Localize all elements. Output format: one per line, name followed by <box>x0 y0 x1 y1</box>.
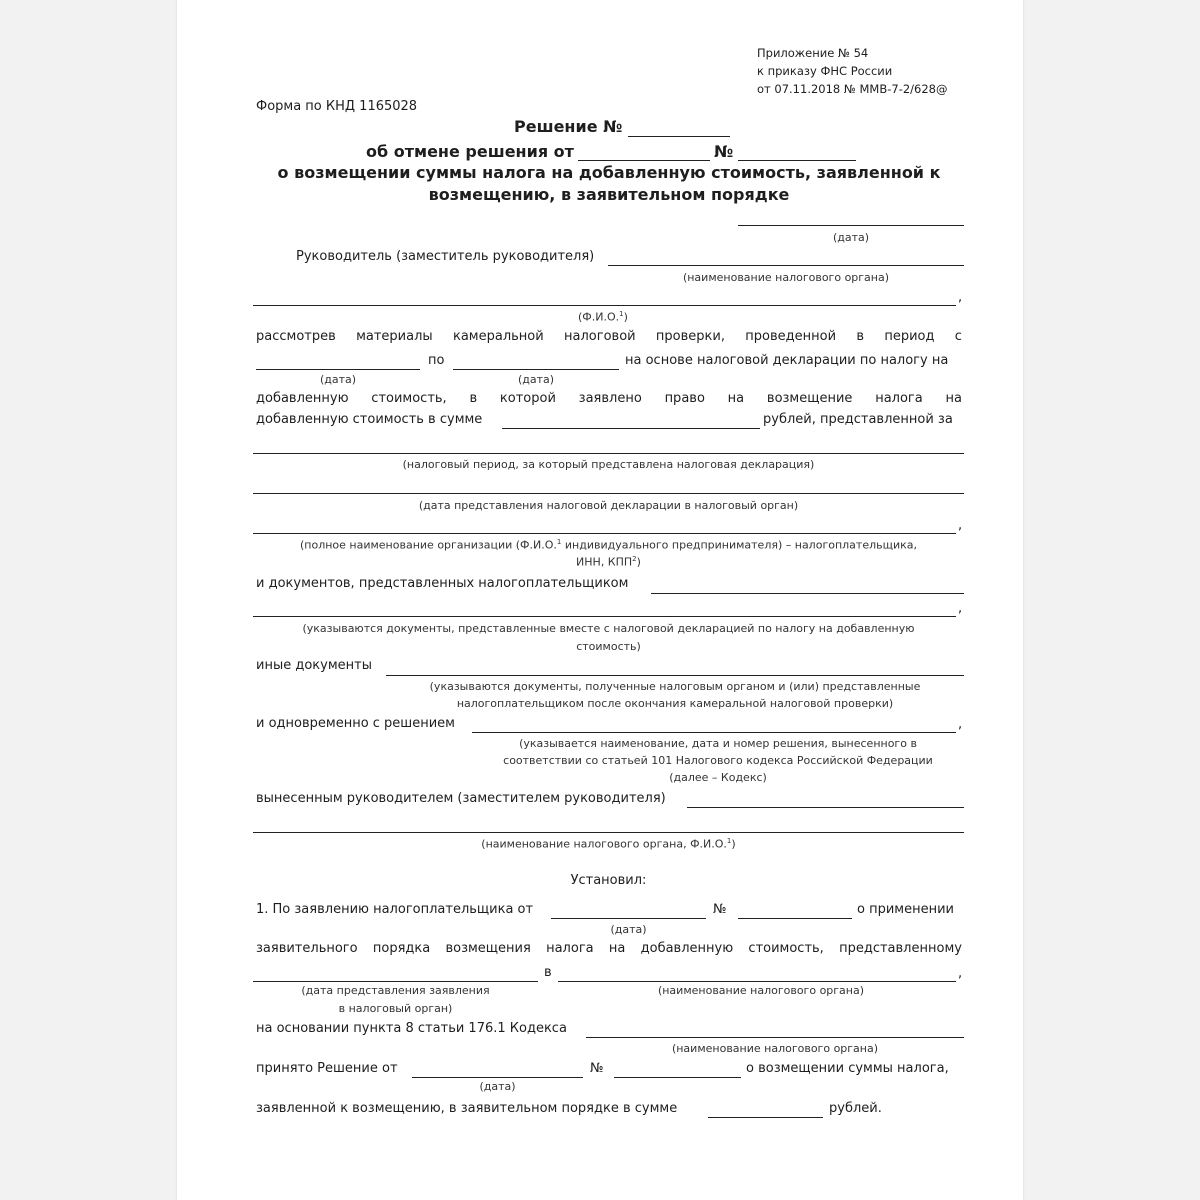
issued-by-field[interactable] <box>687 807 964 808</box>
claimed-amount-field[interactable] <box>708 1117 823 1118</box>
issued-by-label: вынесенным руководителем (заместителем руководителя) <box>256 791 666 806</box>
title-cancel-from: об отмене решения от <box>366 142 574 161</box>
application-submission-field[interactable] <box>253 981 538 982</box>
taxpayer-docs-field-2[interactable] <box>253 616 956 617</box>
taxpayer-docs-field[interactable] <box>651 593 964 594</box>
title-line-4: возмещению, в заявительном порядке <box>428 185 790 204</box>
adopted-number-label: № <box>590 1061 604 1076</box>
title-cancel-no: № <box>714 142 734 161</box>
cancelled-decision-date-field[interactable] <box>578 160 710 161</box>
taxpayer-caption-2: ИНН, КПП$^2$) <box>576 555 641 569</box>
review-line: рассмотрев материалы камеральной налоговой проверки, проведенной в период с <box>256 329 962 344</box>
period-from-field[interactable] <box>256 369 420 370</box>
vat-amount-field[interactable] <box>502 428 760 429</box>
comma: , <box>958 601 963 616</box>
head-fio-field[interactable] <box>253 305 956 306</box>
p1-number-label: № <box>713 902 727 917</box>
authority-fio-field[interactable] <box>253 832 964 833</box>
appendix-line-3: от 07.11.2018 № ММВ-7-2/628@ <box>757 82 948 96</box>
refund-decision-date-field[interactable] <box>412 1077 583 1078</box>
on-refund-label: о возмещении суммы налога, <box>746 1061 949 1076</box>
head-label: Руководитель (заместитель руководителя) <box>296 249 595 264</box>
declaration-basis: на основе налоговой декларации по налогу на <box>625 353 949 368</box>
comma: , <box>958 966 963 981</box>
po-label: по <box>428 353 445 368</box>
title-decision-no: Решение № <box>514 117 623 136</box>
application-date-caption: (дата) <box>610 923 647 936</box>
other-docs-caption-1: (указываются документы, полученные налоговым органом и (или) представленные <box>429 680 921 693</box>
appendix-line-1: Приложение № 54 <box>757 46 869 60</box>
docs-caption-2: стоимость) <box>576 640 641 653</box>
comma: , <box>958 717 963 732</box>
tax-authority-field[interactable] <box>608 265 964 266</box>
submission-date-field[interactable] <box>253 493 964 494</box>
in-label: в <box>544 965 552 980</box>
basis-authority-caption: (наименование налогового органа) <box>671 1042 879 1055</box>
simultaneous-label: и одновременно с решением <box>256 716 455 731</box>
title-line-3: о возмещении суммы налога на добавленную стоимость, заявленной к <box>277 163 941 182</box>
to-date-caption: (дата) <box>517 373 555 386</box>
application-date-field[interactable] <box>551 918 706 919</box>
decision-caption-3: (далее – Кодекс) <box>669 771 767 784</box>
established-heading: Установил: <box>570 873 647 888</box>
tax-period-field[interactable] <box>253 453 964 454</box>
decision-101-field[interactable] <box>472 732 956 733</box>
docs-by-taxpayer-label: и документов, представленных налогоплательщиком <box>256 576 629 591</box>
rubles-label: рублей. <box>829 1101 882 1116</box>
basis-authority-field[interactable] <box>586 1037 964 1038</box>
application-authority-field[interactable] <box>558 981 956 982</box>
authority-fio-caption: (наименование налогового органа, Ф.И.О.$^1$) <box>481 837 736 851</box>
basis-label: на основании пункта 8 статьи 176.1 Кодекса <box>256 1021 567 1036</box>
appendix-note <box>757 44 948 98</box>
vat-amount-label: добавленную стоимость в сумме <box>256 412 483 427</box>
claimed-label: заявленной к возмещению, в заявительном порядке в сумме <box>256 1101 678 1116</box>
from-date-caption: (дата) <box>319 373 357 386</box>
other-docs-caption-2: налогоплательщиком после окончания камеральной налоговой проверки) <box>456 697 894 710</box>
decision-date-field[interactable] <box>738 225 964 226</box>
rubles-for-label: рублей, представленной за <box>763 412 953 427</box>
app-authority-caption: (наименование налогового органа) <box>657 984 865 997</box>
comma: , <box>958 518 963 533</box>
app-date-caption-1: (дата представления заявления <box>301 984 490 997</box>
application-number-field[interactable] <box>738 918 852 919</box>
fio-caption: (Ф.И.О.$^1$) <box>578 310 628 324</box>
tax-period-caption: (налоговый период, за который представлена налоговая декларация) <box>402 458 815 471</box>
date-caption: (дата) <box>832 231 870 244</box>
cancelled-decision-number-field[interactable] <box>738 160 856 161</box>
other-docs-field[interactable] <box>386 675 964 676</box>
decision-caption-1: (указывается наименование, дата и номер решения, вынесенного в <box>519 737 917 750</box>
refund-decision-number-field[interactable] <box>614 1077 741 1078</box>
app-date-caption-2: в налоговый орган) <box>338 1002 453 1015</box>
refund-date-caption: (дата) <box>479 1080 516 1093</box>
vat-line: добавленную стоимость, в которой заявлено право на возмещение налога на <box>256 391 962 406</box>
taxpayer-name-field[interactable] <box>253 533 956 534</box>
period-to-field[interactable] <box>453 369 619 370</box>
form-code: Форма по КНД 1165028 <box>256 99 418 114</box>
p1-label: 1. По заявлению налогоплательщика от <box>256 902 534 917</box>
taxpayer-caption-1: (полное наименование организации (Ф.И.О.$^1$ индивидуального предпринимателя) – налогоплательщика, <box>299 538 918 552</box>
docs-caption-1: (указываются документы, представленные вместе с налоговой декларацией по налогу на добавленную <box>302 622 915 635</box>
decision-number-field[interactable] <box>628 136 730 137</box>
submission-date-caption: (дата представления налоговой декларации в налоговый орган) <box>418 499 799 512</box>
claim-line: заявительного порядка возмещения налога на добавленную стоимость, представленному <box>256 941 962 956</box>
comma: , <box>958 290 963 305</box>
appendix-line-2: к приказу ФНС России <box>757 64 893 78</box>
tax-authority-caption: (наименование налогового органа) <box>682 271 890 284</box>
other-docs-label: иные документы <box>256 658 372 673</box>
p1-apply-label: о применении <box>857 902 954 917</box>
adopted-label: принято Решение от <box>256 1061 398 1076</box>
decision-caption-2: соответствии со статьей 101 Налогового кодекса Российской Федерации <box>503 754 933 767</box>
